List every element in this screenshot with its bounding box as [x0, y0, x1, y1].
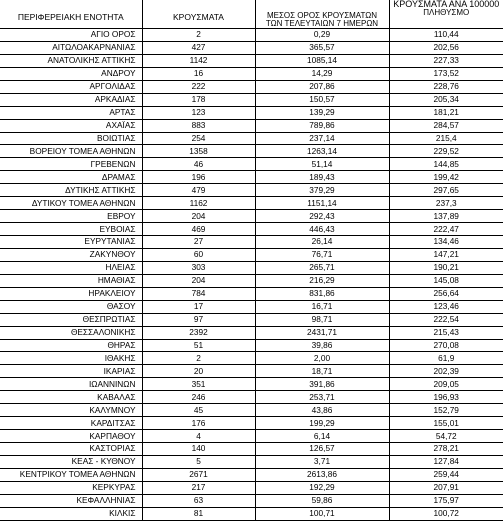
- table-row: [0, 287, 503, 300]
- cell-region: ΙΚΑΡΙΑΣ: [0, 365, 142, 378]
- table-row: [0, 184, 503, 197]
- cell-avg7: 199,29: [255, 417, 389, 430]
- table-row: [0, 481, 503, 494]
- table-row: [0, 507, 503, 520]
- cell-avg7: 189,43: [255, 171, 389, 184]
- cell-per100k: 61,9: [389, 352, 503, 365]
- table-row: [0, 339, 503, 352]
- cell-avg7: 192,29: [255, 481, 389, 494]
- cell-cases: 60: [142, 248, 255, 261]
- cell-region: ΗΛΕΙΑΣ: [0, 261, 142, 274]
- cell-avg7: 253,71: [255, 391, 389, 404]
- cell-avg7: 265,71: [255, 261, 389, 274]
- cell-cases: 176: [142, 417, 255, 430]
- cell-avg7: 139,29: [255, 106, 389, 119]
- cell-per100k: 284,57: [389, 119, 503, 132]
- cell-region: ΘΕΣΠΡΩΤΙΑΣ: [0, 313, 142, 326]
- table-row: [0, 274, 503, 287]
- cell-region: ΔΥΤΙΚΗΣ ΑΤΤΙΚΗΣ: [0, 184, 142, 197]
- cell-region: ΑΡΚΑΔΙΑΣ: [0, 93, 142, 106]
- cell-cases: 196: [142, 171, 255, 184]
- cell-region: ΚΕΡΚΥΡΑΣ: [0, 481, 142, 494]
- cell-per100k: 207,91: [389, 481, 503, 494]
- table-row: [0, 443, 503, 456]
- table-row: [0, 210, 503, 223]
- cell-region: ΑΧΑΪΑΣ: [0, 119, 142, 132]
- cell-avg7: 379,29: [255, 184, 389, 197]
- cell-per100k: 123,46: [389, 300, 503, 313]
- cell-per100k: 127,84: [389, 455, 503, 468]
- cell-region: ΚΙΛΚΙΣ: [0, 507, 142, 520]
- header-cases: ΚΡΟΥΣΜΑΤΑ: [142, 0, 255, 29]
- table-body: [0, 29, 503, 521]
- cell-per100k: 190,21: [389, 261, 503, 274]
- cell-cases: 469: [142, 223, 255, 236]
- cell-per100k: 215,4: [389, 132, 503, 145]
- table-row: [0, 93, 503, 106]
- cell-cases: 254: [142, 132, 255, 145]
- table-row: [0, 494, 503, 507]
- cell-cases: 4: [142, 430, 255, 443]
- table-row: [0, 171, 503, 184]
- cell-avg7: 207,86: [255, 80, 389, 93]
- cell-cases: 140: [142, 443, 255, 456]
- cell-cases: 123: [142, 106, 255, 119]
- cell-avg7: 51,14: [255, 158, 389, 171]
- cell-region: ΚΑΡΔΙΤΣΑΣ: [0, 417, 142, 430]
- cell-per100k: 202,56: [389, 41, 503, 54]
- cell-region: ΒΟΙΩΤΙΑΣ: [0, 132, 142, 145]
- table-row: [0, 352, 503, 365]
- cell-cases: 1142: [142, 54, 255, 67]
- cell-per100k: 222,47: [389, 223, 503, 236]
- cell-per100k: 137,89: [389, 210, 503, 223]
- cell-per100k: 144,85: [389, 158, 503, 171]
- table-row: [0, 106, 503, 119]
- table-row: [0, 417, 503, 430]
- cell-region: ΑΝΔΡΟΥ: [0, 67, 142, 80]
- cell-region: ΚΑΛΥΜΝΟΥ: [0, 404, 142, 417]
- cell-cases: 784: [142, 287, 255, 300]
- cell-region: ΚΕΑΣ - ΚΥΘΝΟΥ: [0, 455, 142, 468]
- cell-per100k: 228,76: [389, 80, 503, 93]
- table-row: [0, 365, 503, 378]
- cell-avg7: 1085,14: [255, 54, 389, 67]
- cell-avg7: 18,71: [255, 365, 389, 378]
- header-per100k-line1: ΚΡΟΥΣΜΑΤΑ ΑΝΑ 100000: [390, 0, 503, 9]
- table-row: [0, 145, 503, 158]
- cell-per100k: 175,97: [389, 494, 503, 507]
- cell-avg7: 6,14: [255, 430, 389, 443]
- cell-avg7: 446,43: [255, 223, 389, 236]
- cell-per100k: 209,05: [389, 378, 503, 391]
- cell-avg7: 365,57: [255, 41, 389, 54]
- cell-cases: 178: [142, 93, 255, 106]
- header-avg7-line1: ΜΕΣΟΣ ΟΡΟΣ ΚΡΟΥΣΜΑΤΩΝ: [256, 12, 389, 20]
- cell-region: ΑΡΤΑΣ: [0, 106, 142, 119]
- cell-cases: 1358: [142, 145, 255, 158]
- cell-per100k: 259,44: [389, 468, 503, 481]
- header-avg7-line2: ΤΩΝ ΤΕΛΕΥΤΑΙΩΝ 7 ΗΜΕΡΩΝ: [256, 20, 389, 28]
- cell-per100k: 173,52: [389, 67, 503, 80]
- cell-cases: 97: [142, 313, 255, 326]
- cell-avg7: 59,86: [255, 494, 389, 507]
- table-row: [0, 29, 503, 42]
- cell-cases: 351: [142, 378, 255, 391]
- cell-region: ΔΥΤΙΚΟΥ ΤΟΜΕΑ ΑΘΗΝΩΝ: [0, 197, 142, 210]
- cell-cases: 5: [142, 455, 255, 468]
- cell-per100k: 297,65: [389, 184, 503, 197]
- cell-avg7: 2613,86: [255, 468, 389, 481]
- cell-region: ΑΙΤΩΛΟΑΚΑΡΝΑΝΙΑΣ: [0, 41, 142, 54]
- cell-avg7: 2,00: [255, 352, 389, 365]
- cell-avg7: 237,14: [255, 132, 389, 145]
- cell-cases: 222: [142, 80, 255, 93]
- cell-avg7: 43,86: [255, 404, 389, 417]
- header-region: ΠΕΡΙΦΕΡΕΙΑΚΗ ΕΝΟΤΗΤΑ: [0, 0, 142, 29]
- cell-region: ΙΩΑΝΝΙΝΩΝ: [0, 378, 142, 391]
- cell-per100k: 256,64: [389, 287, 503, 300]
- table-row: [0, 236, 503, 249]
- cell-per100k: 155,01: [389, 417, 503, 430]
- cell-avg7: 100,71: [255, 507, 389, 520]
- cell-cases: 883: [142, 119, 255, 132]
- cell-avg7: 76,71: [255, 248, 389, 261]
- cell-avg7: 292,43: [255, 210, 389, 223]
- cell-cases: 81: [142, 507, 255, 520]
- cell-avg7: 1151,14: [255, 197, 389, 210]
- cell-per100k: 134,46: [389, 236, 503, 249]
- cell-region: ΗΡΑΚΛΕΙΟΥ: [0, 287, 142, 300]
- cell-cases: 303: [142, 261, 255, 274]
- cell-per100k: 147,21: [389, 248, 503, 261]
- table-row: [0, 326, 503, 339]
- cell-region: ΓΡΕΒΕΝΩΝ: [0, 158, 142, 171]
- cell-per100k: 205,34: [389, 93, 503, 106]
- cell-region: ΕΥΒΟΙΑΣ: [0, 223, 142, 236]
- cell-per100k: 237,3: [389, 197, 503, 210]
- cell-per100k: 227,33: [389, 54, 503, 67]
- cell-cases: 16: [142, 67, 255, 80]
- table-row: [0, 261, 503, 274]
- cell-cases: 45: [142, 404, 255, 417]
- table-row: [0, 313, 503, 326]
- cell-per100k: 54,72: [389, 430, 503, 443]
- cell-per100k: 222,54: [389, 313, 503, 326]
- cell-region: ΗΜΑΘΙΑΣ: [0, 274, 142, 287]
- cell-per100k: 152,79: [389, 404, 503, 417]
- cell-cases: 2392: [142, 326, 255, 339]
- cell-per100k: 270,08: [389, 339, 503, 352]
- table-row: [0, 80, 503, 93]
- cell-region: ΚΕΝΤΡΙΚΟΥ ΤΟΜΕΑ ΑΘΗΝΩΝ: [0, 468, 142, 481]
- cell-per100k: 202,39: [389, 365, 503, 378]
- cell-region: ΚΑΣΤΟΡΙΑΣ: [0, 443, 142, 456]
- cell-per100k: 145,08: [389, 274, 503, 287]
- cell-region: ΙΘΑΚΗΣ: [0, 352, 142, 365]
- table-row: [0, 455, 503, 468]
- cell-region: ΚΑΡΠΑΘΟΥ: [0, 430, 142, 443]
- table-row: [0, 404, 503, 417]
- table-header: [0, 0, 503, 29]
- cell-avg7: 16,71: [255, 300, 389, 313]
- cell-cases: 20: [142, 365, 255, 378]
- table-row: [0, 378, 503, 391]
- table-row: [0, 223, 503, 236]
- cell-per100k: 100,72: [389, 507, 503, 520]
- cell-region: ΚΕΦΑΛΛΗΝΙΑΣ: [0, 494, 142, 507]
- table-row: [0, 391, 503, 404]
- cell-cases: 2671: [142, 468, 255, 481]
- cell-cases: 204: [142, 274, 255, 287]
- cell-avg7: 126,57: [255, 443, 389, 456]
- cell-cases: 479: [142, 184, 255, 197]
- cell-region: ΘΕΣΣΑΛΟΝΙΚΗΣ: [0, 326, 142, 339]
- table-row: [0, 300, 503, 313]
- cell-avg7: 26,14: [255, 236, 389, 249]
- table-row: [0, 67, 503, 80]
- cell-avg7: 391,86: [255, 378, 389, 391]
- cell-cases: 217: [142, 481, 255, 494]
- cell-per100k: 229,52: [389, 145, 503, 158]
- cell-avg7: 150,57: [255, 93, 389, 106]
- cell-cases: 17: [142, 300, 255, 313]
- cell-per100k: 278,21: [389, 443, 503, 456]
- header-avg7: [255, 0, 389, 29]
- cell-avg7: 216,29: [255, 274, 389, 287]
- cell-cases: 27: [142, 236, 255, 249]
- cell-per100k: 181,21: [389, 106, 503, 119]
- header-row: [0, 0, 503, 29]
- cell-region: ΘΗΡΑΣ: [0, 339, 142, 352]
- table-row: [0, 248, 503, 261]
- table-row: [0, 468, 503, 481]
- cell-cases: 2: [142, 29, 255, 42]
- cell-avg7: 14,29: [255, 67, 389, 80]
- cell-per100k: 196,93: [389, 391, 503, 404]
- cell-region: ΑΓΙΟ ΟΡΟΣ: [0, 29, 142, 42]
- cell-cases: 2: [142, 352, 255, 365]
- header-per100k: [389, 0, 503, 29]
- cell-cases: 204: [142, 210, 255, 223]
- cell-region: ΑΝΑΤΟΛΙΚΗΣ ΑΤΤΙΚΗΣ: [0, 54, 142, 67]
- cell-region: ΑΡΓΟΛΙΔΑΣ: [0, 80, 142, 93]
- table-row: [0, 132, 503, 145]
- cell-per100k: 215,43: [389, 326, 503, 339]
- cell-region: ΘΑΣΟΥ: [0, 300, 142, 313]
- header-per100k-line2: ΠΛΗΘΥΣΜΟ: [390, 9, 503, 17]
- cell-per100k: 199,42: [389, 171, 503, 184]
- cell-avg7: 1263,14: [255, 145, 389, 158]
- cell-cases: 46: [142, 158, 255, 171]
- cell-avg7: 0,29: [255, 29, 389, 42]
- table-row: [0, 197, 503, 210]
- cell-cases: 51: [142, 339, 255, 352]
- table-row: [0, 430, 503, 443]
- cell-avg7: 39,86: [255, 339, 389, 352]
- cell-region: ΕΒΡΟΥ: [0, 210, 142, 223]
- table-row: [0, 54, 503, 67]
- table-row: [0, 119, 503, 132]
- table-row: [0, 158, 503, 171]
- cell-per100k: 110,44: [389, 29, 503, 42]
- cell-avg7: 831,86: [255, 287, 389, 300]
- cell-region: ΒΟΡΕΙΟΥ ΤΟΜΕΑ ΑΘΗΝΩΝ: [0, 145, 142, 158]
- cell-cases: 63: [142, 494, 255, 507]
- cell-avg7: 789,86: [255, 119, 389, 132]
- cell-avg7: 3,71: [255, 455, 389, 468]
- cell-cases: 246: [142, 391, 255, 404]
- cell-cases: 1162: [142, 197, 255, 210]
- cell-avg7: 2431,71: [255, 326, 389, 339]
- cell-region: ΔΡΑΜΑΣ: [0, 171, 142, 184]
- cell-region: ΖΑΚΥΝΘΟΥ: [0, 248, 142, 261]
- cell-cases: 427: [142, 41, 255, 54]
- cell-avg7: 98,71: [255, 313, 389, 326]
- cell-region: ΚΑΒΑΛΑΣ: [0, 391, 142, 404]
- cell-region: ΕΥΡΥΤΑΝΙΑΣ: [0, 236, 142, 249]
- table-row: [0, 41, 503, 54]
